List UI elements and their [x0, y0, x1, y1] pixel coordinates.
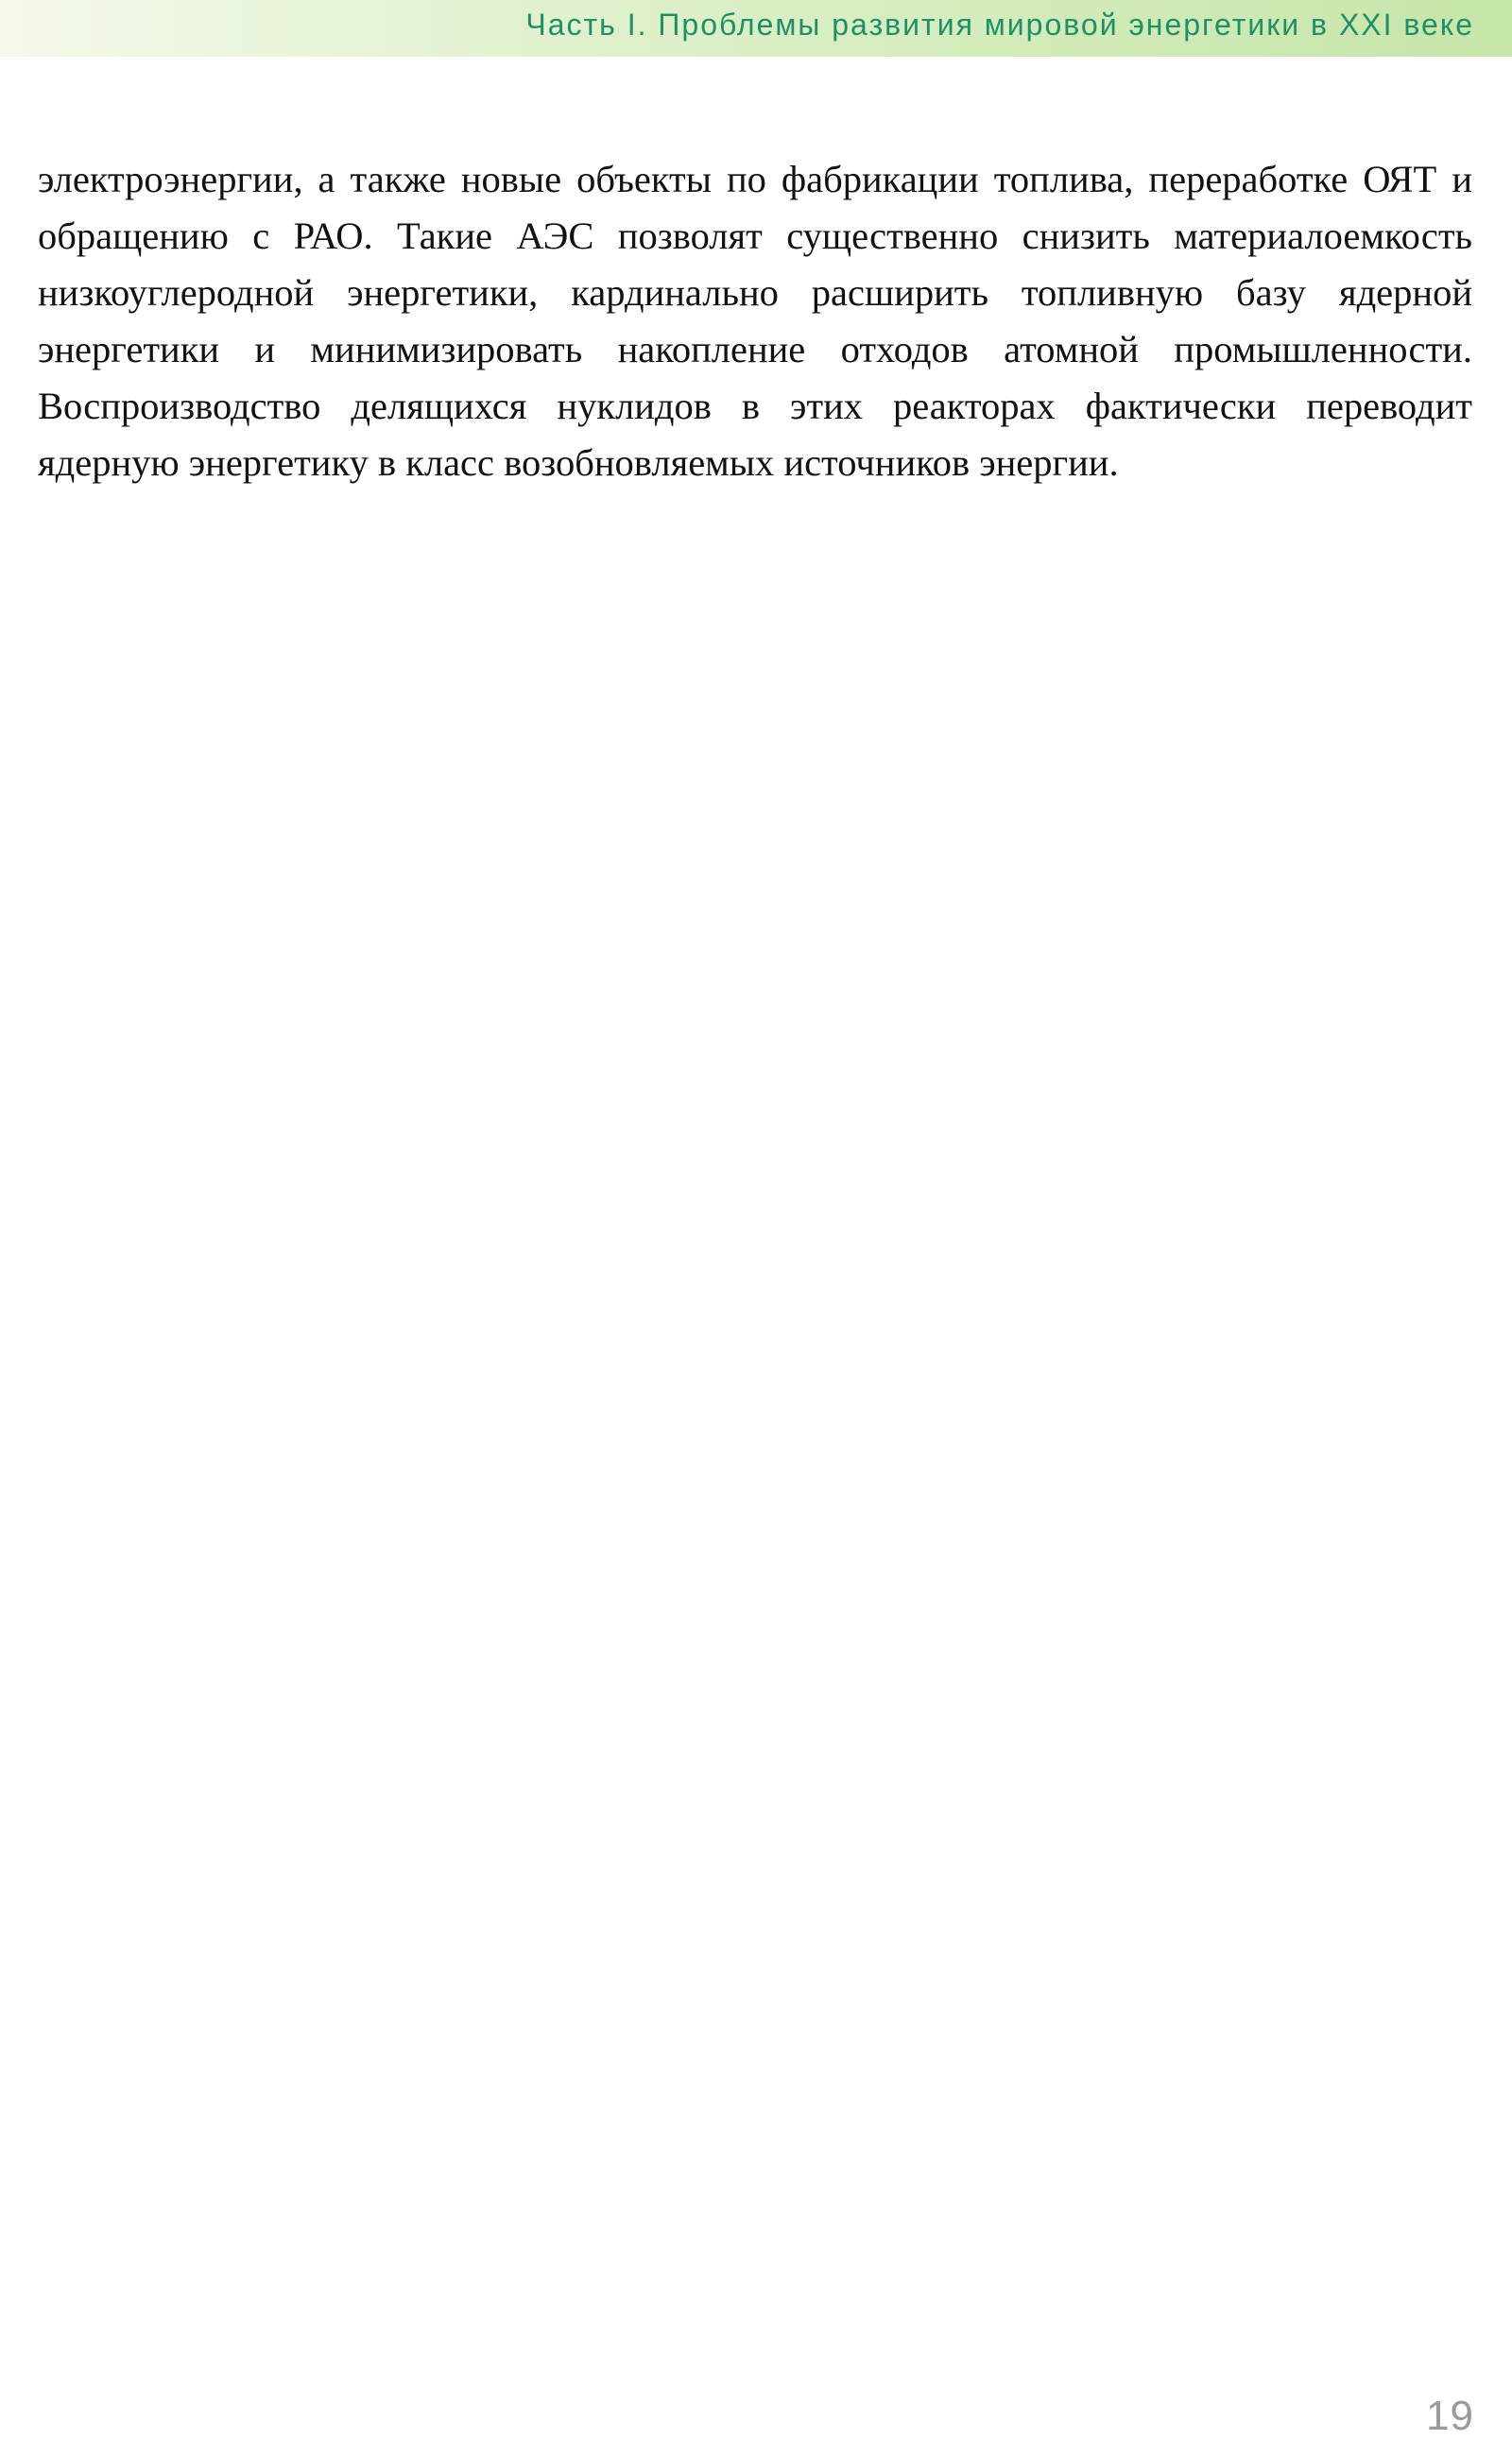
body-paragraph: электроэнергии, а также новые объекты по фабрикации топлива, переработке ОЯТ и обращению с РАО. Такие АЭС позволят существенно снизить материалоемкость низкоуглеродной энергетики, кардинально расширить топливную базу ядерной энергетики и минимизировать накопление отходов атомной промышленности. Воспроизводство делящихся нуклидов в этих реакторах фактически переводит ядерную энергетику в класс возобновляемых источников энергии. — [38, 158, 1472, 484]
running-header-title: Часть I. Проблемы развития мировой энергетики в XXI веке — [525, 8, 1474, 42]
page-number: 19 — [1426, 2393, 1474, 2439]
running-header — [0, 0, 1512, 57]
